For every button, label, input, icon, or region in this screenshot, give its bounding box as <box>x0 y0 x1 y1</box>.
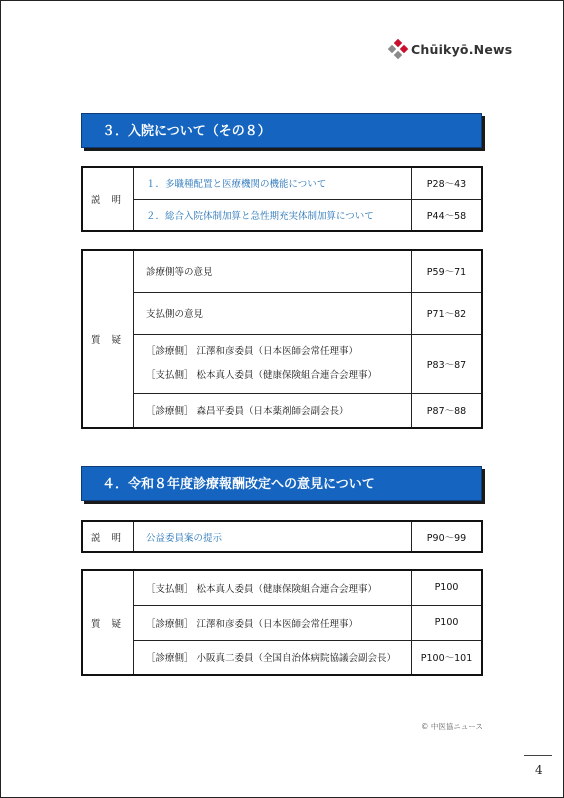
section-3-questions-table <box>81 249 483 429</box>
page-range: P100 <box>412 570 483 605</box>
agenda-item[interactable]: 公益委員案の提示 <box>134 521 412 552</box>
question-item: ［診療側］ 江澤和彦委員（日本医師会常任理事） <box>134 605 412 640</box>
page-number: 4 <box>535 763 543 777</box>
copyright-notice: © 中医協ニュース <box>421 722 484 731</box>
question-item <box>134 334 412 393</box>
chuikyo-news-logo <box>388 38 512 60</box>
section-3-explanation-table <box>81 166 483 232</box>
page-range: P44～58 <box>412 199 483 231</box>
speaker-line: ［診療側］ 江澤和彦委員（日本医師会常任理事） <box>146 345 359 357</box>
category-label: 説 明 <box>82 167 134 231</box>
agenda-item[interactable]: ２．総合入院体制加算と急性期充実体制加算について <box>134 199 412 231</box>
page-range: P83～87 <box>412 334 483 393</box>
category-label: 質 疑 <box>82 570 134 675</box>
page-range: P87～88 <box>412 393 483 428</box>
question-item: 診療側等の意見 <box>134 250 412 292</box>
category-label: 質 疑 <box>82 250 134 428</box>
page-range: P71～82 <box>412 292 483 334</box>
category-label: 説 明 <box>82 521 134 552</box>
section-4-explanation-table <box>81 520 483 553</box>
agenda-item[interactable]: １．多職種配置と医療機関の機能について <box>134 167 412 199</box>
page-range: P100 <box>412 605 483 640</box>
page-range: P100～101 <box>412 640 483 675</box>
section-3-heading: ３．入院について（その８） <box>81 113 482 148</box>
speaker-line: ［支払側］ 松本真人委員（健康保険組合連合会理事） <box>146 369 378 381</box>
section-4-questions-table <box>81 569 483 676</box>
logo-text: Chūikyō.News <box>411 41 513 57</box>
question-item: ［診療側］ 小阪真二委員（全国自治体病院協議会副会長） <box>134 640 412 675</box>
section-4-heading: ４．令和８年度診療報酬改定への意見について <box>81 466 482 501</box>
page-range: P90～99 <box>412 521 483 552</box>
question-item: 支払側の意見 <box>134 292 412 334</box>
page-range: P28～43 <box>412 167 483 199</box>
diamond-cluster-icon <box>388 39 408 59</box>
question-item: ［支払側］ 松本真人委員（健康保険組合連合会理事） <box>134 570 412 605</box>
page-range: P59～71 <box>412 250 483 292</box>
question-item: ［診療側］ 森昌平委員（日本薬剤師会副会長） <box>134 393 412 428</box>
page-number-rule <box>524 755 552 756</box>
